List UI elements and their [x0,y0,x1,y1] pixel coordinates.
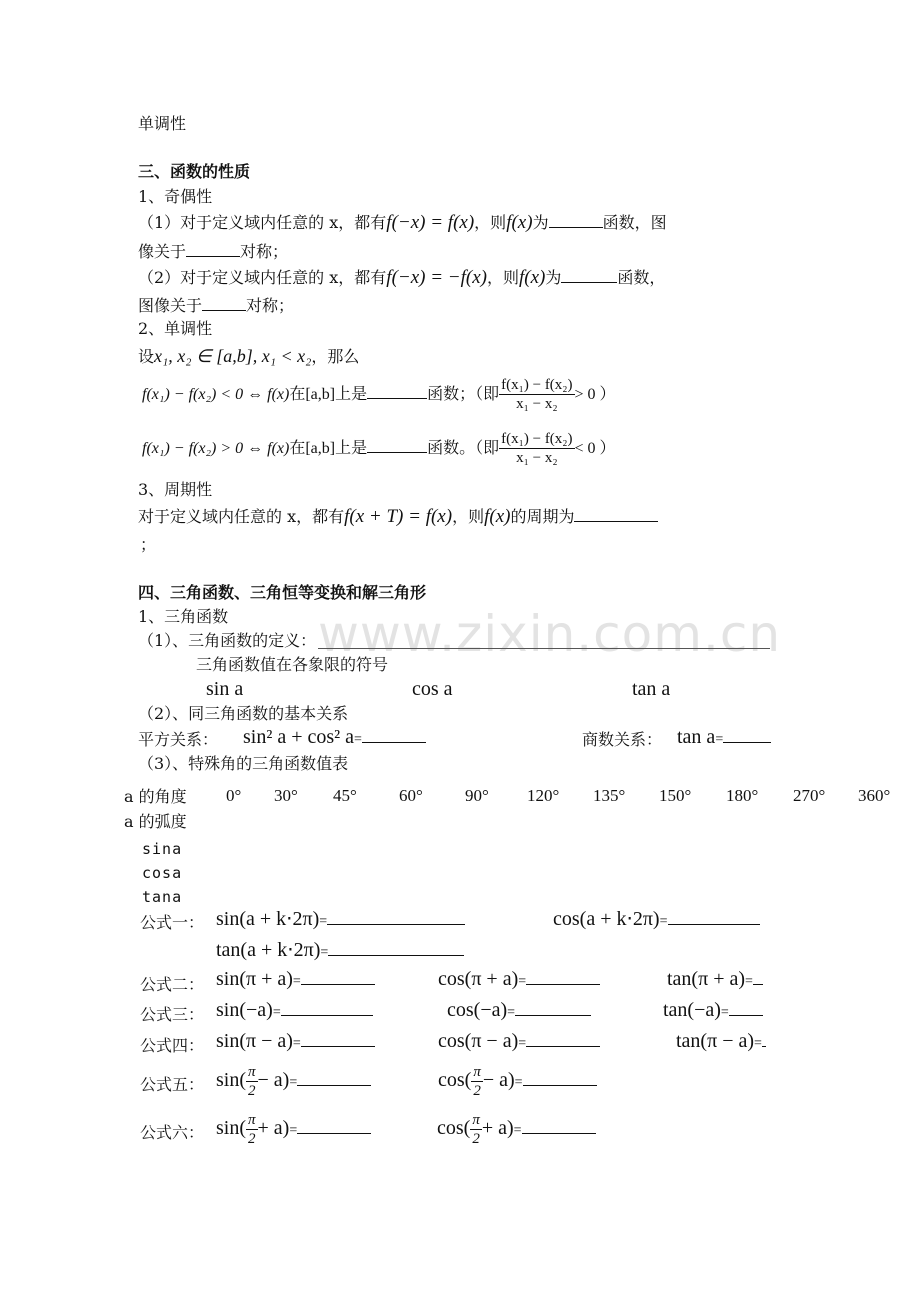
formula6-sin: sin( $\frac{\pi}{2}$ + a)= [216,1110,371,1149]
trig-tan: tan a [632,678,671,700]
formula3-label: 公式三： [140,1005,205,1024]
blank[interactable] [729,999,763,1016]
blank[interactable] [186,240,240,257]
angle-60: 60° [399,786,423,805]
formula3-cos: cos(−a)= [447,999,591,1022]
blank[interactable] [523,1069,597,1086]
blank[interactable] [202,294,246,311]
blank[interactable] [367,436,427,453]
blank[interactable] [297,1069,371,1086]
period-end: ； [140,535,157,554]
blank[interactable] [753,968,763,985]
section3-title: 三、函数的性质 [138,162,251,181]
fraction: $\frac{\text{f(x₁) − f(x₂)}}{\text{x₁ − x₂}}$ [501,377,573,412]
angle-0: 0° [226,786,242,805]
angle-row-label: a 的角度 [124,787,187,806]
formula6-label: 公式六： [140,1123,205,1142]
square-formula: sin² a + cos² a= [243,726,426,749]
mono-setup: 设x₁, x₂ ∈ [a,b], x₁ < x₂，那么 [138,346,360,366]
formula4-sin: sin(π − a)= [216,1030,375,1053]
blank[interactable] [297,1117,371,1134]
angle-180: 180° [726,786,759,805]
trig-sub1: 1、三角函数 [138,607,229,626]
blank[interactable] [367,382,427,399]
parity-line-1: （1）对于定义域内任意的 x，都有f(−x) = f(x)，则f(x)为 函数，图 [138,212,667,233]
quot-label: 商数关系： [582,730,663,749]
formula2-cos: cos(π + a)= [438,968,600,991]
section4-title: 四、三角函数、三角恒等变换和解三角形 [138,583,427,602]
blank[interactable] [301,1030,375,1047]
top-label: 单调性 [138,114,187,133]
same-angle-title: （2）、同三角函数的基本关系 [138,704,349,723]
blank[interactable] [526,1030,600,1047]
formula2-sin: sin(π + a)= [216,968,375,991]
period-line: 对于定义域内任意的 x，都有f(x + T) = f(x)，则f(x)的周期为 [138,505,658,528]
formula5-sin: sin( $\frac{\pi}{2}$ − a)= [216,1062,371,1101]
formula5-cos: cos( $\frac{\pi}{2}$ − a)= [438,1062,597,1101]
mono-line-1: f(x₁) − f(x₂) < 0 ⇔ f(x)在[a,b]上是 函数；（即 $\frac{\text{f(x₁) − f(x₂)}}{\text{x₁ − x₂}}$ > 0 ） [142,377,616,412]
blank[interactable] [281,999,373,1016]
formula3-tan: tan(−a)= [663,999,763,1022]
blank[interactable] [762,1030,766,1047]
formula4-tan: tan(π − a)= [676,1030,766,1053]
angle-90: 90° [465,786,489,805]
formula3-sin: sin(−a)= [216,999,373,1022]
blank[interactable] [574,505,658,522]
mono-title: 2、单调性 [138,319,213,338]
formula1-tan: tan(a + k⋅2π)= [216,937,464,962]
blank[interactable] [362,726,426,743]
watermark: www.zixin.com.cn [318,605,782,663]
formula2-label: 公式二： [140,975,205,994]
blank[interactable] [668,908,760,925]
blank[interactable] [301,968,375,985]
angle-150: 150° [659,786,692,805]
blank[interactable] [328,939,464,956]
special-table-title: （3）、特殊角的三角函数值表 [138,754,349,773]
formula1-cos: cos(a + k⋅2π)= [553,906,760,931]
angle-30: 30° [274,786,298,805]
trig-sin: sin a [206,678,244,700]
blank[interactable] [515,999,591,1016]
blank[interactable] [327,908,465,925]
angle-120: 120° [527,786,560,805]
parity-line-2: （2）对于定义域内任意的 x，都有f(−x) = −f(x)，则f(x)为 函数， [138,267,666,288]
parity-line-2b: 图像关于 对称； [138,296,295,315]
row-cos: cosa [142,864,183,882]
formula4-cos: cos(π − a)= [438,1030,600,1053]
quadrant-sign-label: 三角函数值在各象限的符号 [196,655,389,674]
blank[interactable] [561,266,617,283]
trig-cos: cos a [412,678,453,700]
radian-row-label: a 的弧度 [124,812,187,831]
blank[interactable] [549,211,603,228]
fraction: $\frac{\text{f(x₁) − f(x₂)}}{\text{x₁ − x₂}}$ [501,431,573,466]
angle-135: 135° [593,786,626,805]
formula6-cos: cos( $\frac{\pi}{2}$ + a)= [437,1110,596,1149]
formula4-label: 公式四： [140,1036,205,1055]
blank[interactable] [526,968,600,985]
parity-title: 1、奇偶性 [138,187,213,206]
angle-360: 360° [858,786,891,805]
formula1-label: 公式一： [140,913,205,932]
formula1-sin: sin(a + k⋅2π)= [216,906,465,931]
trig-def: （1）、三角函数的定义： [138,631,317,650]
angle-45: 45° [333,786,357,805]
formula5-label: 公式五： [140,1075,205,1094]
quot-formula: tan a= [677,726,771,749]
blank[interactable] [723,726,771,743]
period-title: 3、周期性 [138,480,213,499]
row-sin: sina [142,840,183,858]
angle-270: 270° [793,786,826,805]
mono-line-2: f(x₁) − f(x₂) > 0 ⇔ f(x)在[a,b]上是 函数。（即 $\frac{\text{f(x₁) − f(x₂)}}{\text{x₁ − x₂}}$ < 0 ） [142,431,616,466]
row-tan: tana [142,888,183,906]
square-label: 平方关系： [138,730,219,749]
formula2-tan: tan(π + a)= [667,968,763,991]
blank[interactable] [522,1117,596,1134]
definition-line[interactable] [318,648,770,649]
parity-line-1b: 像关于 对称； [138,242,289,261]
